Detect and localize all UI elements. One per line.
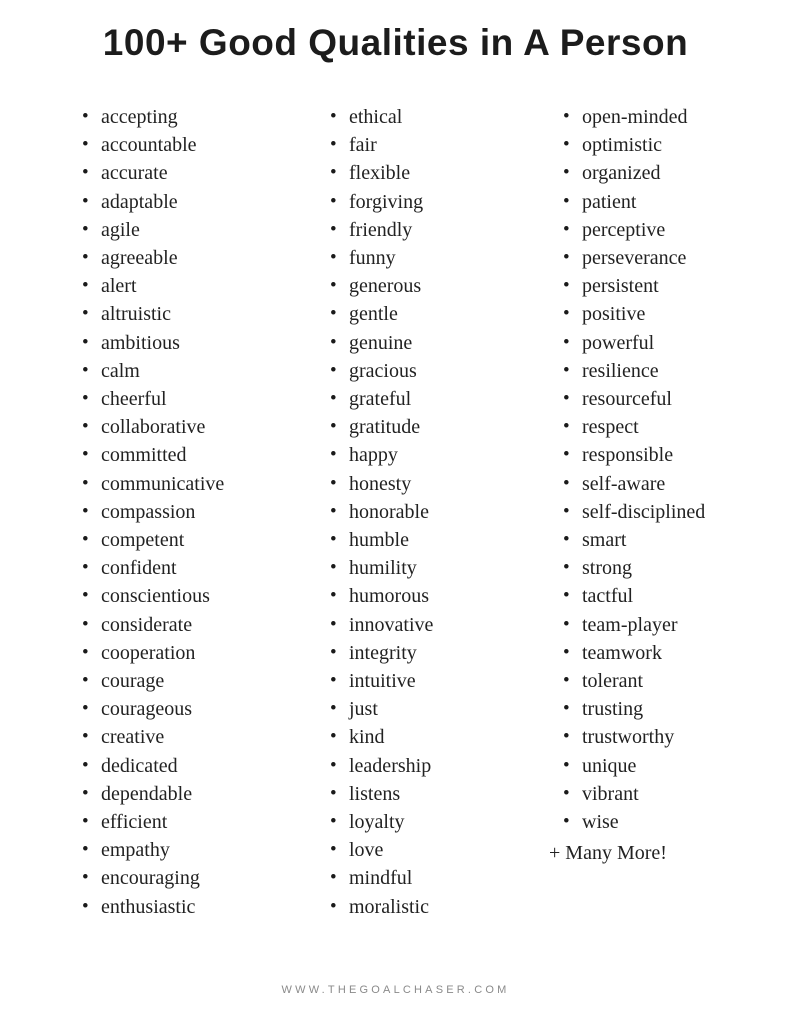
list-item: • communicative bbox=[82, 470, 224, 498]
list-item: • tolerant bbox=[563, 667, 705, 695]
list-item: • ambitious bbox=[82, 329, 224, 357]
list-item: • perseverance bbox=[563, 244, 705, 272]
list-item: • wise bbox=[563, 808, 705, 836]
list-item: • leadership bbox=[330, 752, 433, 780]
list-item: • creative bbox=[82, 723, 224, 751]
list-item: • perceptive bbox=[563, 216, 705, 244]
list-item: • patient bbox=[563, 188, 705, 216]
list-item: • vibrant bbox=[563, 780, 705, 808]
list-item: • open-minded bbox=[563, 103, 705, 131]
qualities-column-3 bbox=[563, 103, 705, 836]
list-item: • gratitude bbox=[330, 413, 433, 441]
list-item: • just bbox=[330, 695, 433, 723]
list-item: • grateful bbox=[330, 385, 433, 413]
list-item: • ethical bbox=[330, 103, 433, 131]
list-item: • friendly bbox=[330, 216, 433, 244]
list-item: • flexible bbox=[330, 159, 433, 187]
list-item: • trustworthy bbox=[563, 723, 705, 751]
page-title: 100+ Good Qualities in A Person bbox=[102, 22, 689, 63]
list-item: • intuitive bbox=[330, 667, 433, 695]
list-item: • trusting bbox=[563, 695, 705, 723]
list-item: • honesty bbox=[330, 470, 433, 498]
list-item: • loyalty bbox=[330, 808, 433, 836]
list-item: • team-player bbox=[563, 611, 705, 639]
list-item: • humility bbox=[330, 554, 433, 582]
list-item: • self-disciplined bbox=[563, 498, 705, 526]
list-item: • smart bbox=[563, 526, 705, 554]
list-item: • alert bbox=[82, 272, 224, 300]
list-item: • empathy bbox=[82, 836, 224, 864]
list-item: • resourceful bbox=[563, 385, 705, 413]
list-item: • genuine bbox=[330, 329, 433, 357]
list-item: • cooperation bbox=[82, 639, 224, 667]
list-item: • confident bbox=[82, 554, 224, 582]
list-item: • courage bbox=[82, 667, 224, 695]
list-item: • altruistic bbox=[82, 300, 224, 328]
list-item: • integrity bbox=[330, 639, 433, 667]
list-item: • adaptable bbox=[82, 188, 224, 216]
list-item: • honorable bbox=[330, 498, 433, 526]
list-item: • listens bbox=[330, 780, 433, 808]
list-item: • accepting bbox=[82, 103, 224, 131]
list-item: • collaborative bbox=[82, 413, 224, 441]
list-item: • committed bbox=[82, 441, 224, 469]
list-item: • generous bbox=[330, 272, 433, 300]
list-item: • funny bbox=[330, 244, 433, 272]
list-item: • competent bbox=[82, 526, 224, 554]
list-item: • kind bbox=[330, 723, 433, 751]
list-item: • gentle bbox=[330, 300, 433, 328]
list-item: • efficient bbox=[82, 808, 224, 836]
list-item: • self-aware bbox=[563, 470, 705, 498]
list-item: • cheerful bbox=[82, 385, 224, 413]
list-item: • accountable bbox=[82, 131, 224, 159]
list-item: • persistent bbox=[563, 272, 705, 300]
many-more-label: + Many More! bbox=[549, 842, 667, 864]
list-item: • innovative bbox=[330, 611, 433, 639]
list-item: • happy bbox=[330, 441, 433, 469]
list-item: • optimistic bbox=[563, 131, 705, 159]
list-item: • unique bbox=[563, 752, 705, 780]
list-item: • enthusiastic bbox=[82, 893, 224, 921]
qualities-column-2 bbox=[330, 103, 433, 921]
list-item: • conscientious bbox=[82, 582, 224, 610]
list-item: • strong bbox=[563, 554, 705, 582]
list-item: • fair bbox=[330, 131, 433, 159]
list-item: • teamwork bbox=[563, 639, 705, 667]
website-footer: WWW.THEGOALCHASER.COM bbox=[281, 984, 510, 996]
list-item: • dedicated bbox=[82, 752, 224, 780]
list-item: • love bbox=[330, 836, 433, 864]
list-item: • compassion bbox=[82, 498, 224, 526]
qualities-column-1 bbox=[82, 103, 224, 921]
list-item: • organized bbox=[563, 159, 705, 187]
list-item: • respect bbox=[563, 413, 705, 441]
list-item: • gracious bbox=[330, 357, 433, 385]
list-item: • courageous bbox=[82, 695, 224, 723]
list-item: • responsible bbox=[563, 441, 705, 469]
list-item: • mindful bbox=[330, 864, 433, 892]
list-item: • dependable bbox=[82, 780, 224, 808]
list-item: • agreeable bbox=[82, 244, 224, 272]
list-item: • tactful bbox=[563, 582, 705, 610]
list-item: • encouraging bbox=[82, 864, 224, 892]
list-item: • powerful bbox=[563, 329, 705, 357]
list-item: • positive bbox=[563, 300, 705, 328]
list-item: • agile bbox=[82, 216, 224, 244]
list-item: • forgiving bbox=[330, 188, 433, 216]
list-item: • moralistic bbox=[330, 893, 433, 921]
list-item: • considerate bbox=[82, 611, 224, 639]
list-item: • humorous bbox=[330, 582, 433, 610]
list-item: • resilience bbox=[563, 357, 705, 385]
list-item: • accurate bbox=[82, 159, 224, 187]
list-item: • humble bbox=[330, 526, 433, 554]
list-item: • calm bbox=[82, 357, 224, 385]
